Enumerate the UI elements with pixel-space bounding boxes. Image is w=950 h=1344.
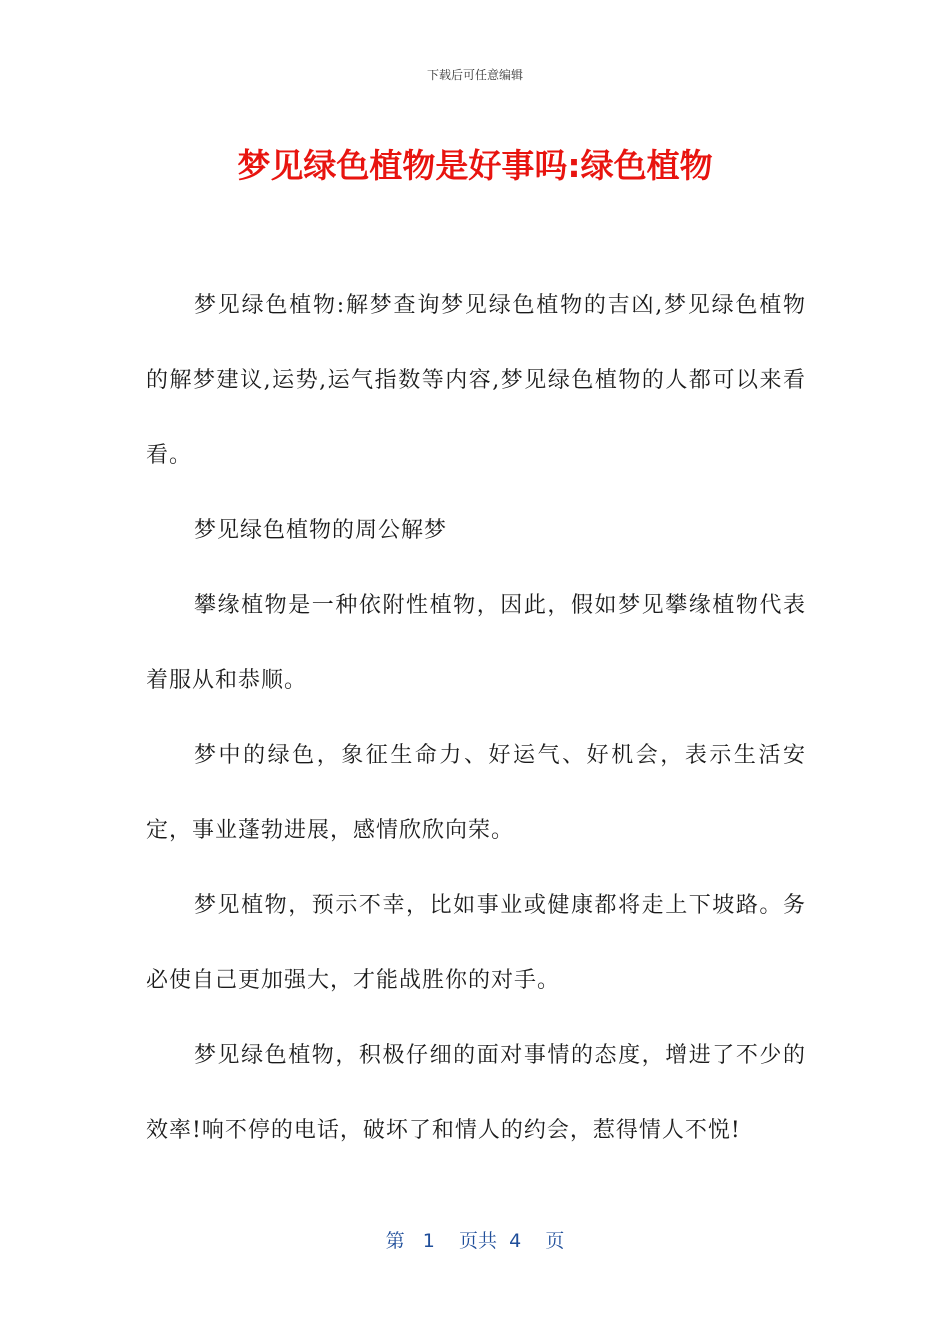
page-label-prefix: 第 <box>385 1230 405 1252</box>
page-label-suffix: 页 <box>545 1230 565 1252</box>
paragraph: 梦见植物，预示不幸，比如事业或健康都将走上下坡路。务必使自己更加强大，才能战胜你的对手。 <box>146 893 806 993</box>
page-label-mid: 页共 <box>459 1230 498 1252</box>
document-body <box>146 268 806 1168</box>
header-note: 下载后可任意编辑 <box>426 68 523 82</box>
paragraph: 梦见绿色植物:解梦查询梦见绿色植物的吉凶,梦见绿色植物的解梦建议,运势,运气指数等内容,梦见绿色植物的人都可以来看看。 <box>146 293 806 468</box>
total-pages-number: 4 <box>509 1230 522 1252</box>
paragraph: 梦见绿色植物的周公解梦 <box>194 518 448 543</box>
document-title: 梦见绿色植物是好事吗:绿色植物 <box>237 146 713 185</box>
current-page-number: 1 <box>422 1230 435 1252</box>
paragraph: 攀缘植物是一种依附性植物，因此，假如梦见攀缘植物代表着服从和恭顺。 <box>146 593 806 693</box>
paragraph: 梦中的绿色，象征生命力、好运气、好机会，表示生活安定，事业蓬勃进展，感情欣欣向荣。 <box>146 743 806 843</box>
page-footer <box>0 1226 950 1253</box>
paragraph: 梦见绿色植物，积极仔细的面对事情的态度，增进了不少的效率!响不停的电话，破坏了和情人的约会，惹得情人不悦! <box>146 1043 806 1143</box>
